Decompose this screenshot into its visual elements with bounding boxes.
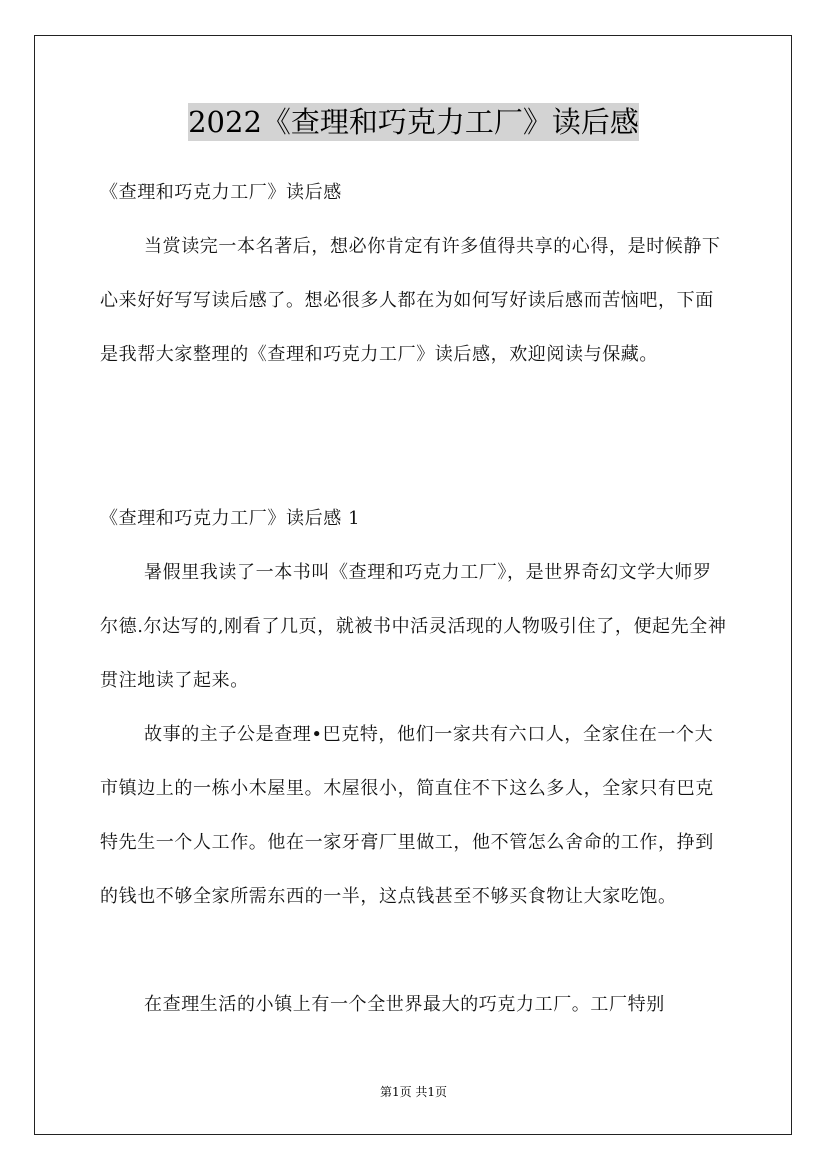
body-paragraph-2: 故事的主子公是查理•巴克特，他们一家共有六口人，全家住在一个大市镇边上的一栋小木屋里。木屋很小，简直住不下这么多人，全家只有巴克特先生一个人工作。他在一家牙膏厂里做工，他不管怎么舍命的工作，挣到的钱也不够全家所需东西的一半，这点钱甚至不够买食物让大家吃饱。	[100, 724, 714, 907]
document-title-text: 2022《查理和巧克力工厂》读后感	[188, 105, 639, 139]
document-title	[0, 100, 827, 144]
section-heading: 《查理和巧克力工厂》读后感 1	[100, 508, 361, 529]
intro-paragraph: 当赏读完一本名著后，想必你肯定有许多值得共享的心得，是时候静下心来好好写写读后感了。想必很多人都在为如何写好读后感而苦恼吧，下面是我帮大家整理的《查理和巧克力工厂》读后感，欢迎阅读与保藏。	[100, 236, 721, 365]
body-paragraph-3: 在查理生活的小镇上有一个全世界最大的巧克力工厂。工厂特别	[144, 994, 665, 1015]
document-subtitle: 《查理和巧克力工厂》读后感	[100, 182, 342, 203]
page-footer: 第1页 共1页	[379, 1085, 448, 1099]
body-paragraph-1: 暑假里我读了一本书叫《查理和巧克力工厂》，是世界奇幻文学大师罗尔德.尔达写的,刚看了几页，就被书中活灵活现的人物吸引住了，便起先全神贯注地读了起来。	[100, 562, 727, 691]
